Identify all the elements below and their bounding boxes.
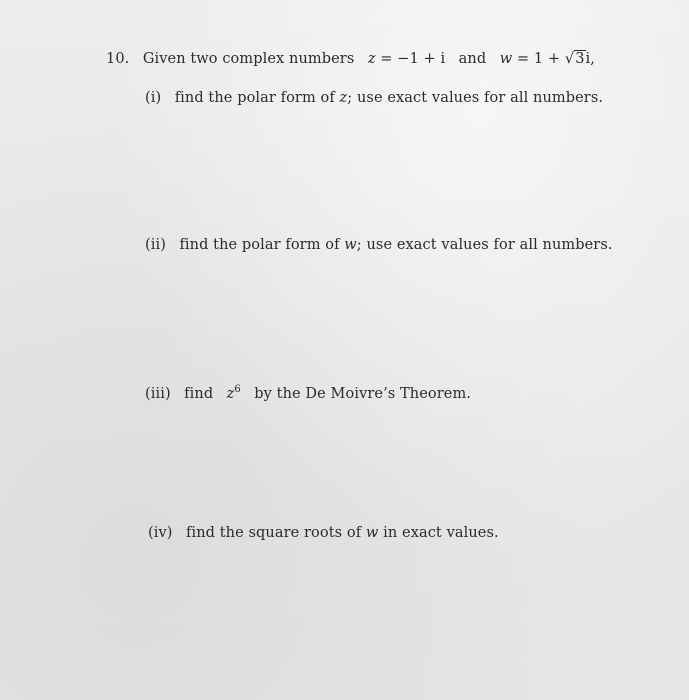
part-variable: w <box>344 237 357 253</box>
part-text-end: ; use exact values for all numbers. <box>356 237 613 253</box>
part-text-end: ; use exact values for all numbers. <box>347 90 604 106</box>
part-i <box>145 90 603 106</box>
part-label: (ii) <box>145 237 166 253</box>
part-text-end: by the De Moivre’s Theorem. <box>254 386 472 402</box>
part-label: (i) <box>145 90 162 106</box>
question-intro: Given two complex numbers <box>142 51 355 67</box>
w-variable: w <box>499 51 513 67</box>
part-text-end: in exact values. <box>383 525 499 541</box>
w-definition-end: i, <box>585 51 595 67</box>
part-label: (iii) <box>145 386 171 402</box>
part-text: find the square roots of <box>185 525 362 541</box>
part-ii <box>145 237 613 253</box>
question-10-statement <box>106 51 595 67</box>
w-definition-start: = 1 + <box>512 51 565 67</box>
part-text: find the polar form of <box>179 237 340 253</box>
and-word: and <box>458 51 487 67</box>
part-variable: w <box>365 525 379 541</box>
sqrt-radicand: 3 <box>575 51 585 67</box>
part-text: find <box>184 386 214 402</box>
part-iii <box>145 384 471 402</box>
z-definition: = −1 + i <box>375 51 446 67</box>
part-variable: z <box>226 386 235 402</box>
part-iv <box>148 525 499 541</box>
exponent: 6 <box>234 384 241 395</box>
question-number: 10. <box>106 51 130 67</box>
part-label: (iv) <box>148 525 173 541</box>
z-variable: z <box>367 51 376 67</box>
square-root-symbol: √3 <box>564 51 585 67</box>
part-variable: z <box>339 90 348 106</box>
part-text: find the polar form of <box>174 90 335 106</box>
